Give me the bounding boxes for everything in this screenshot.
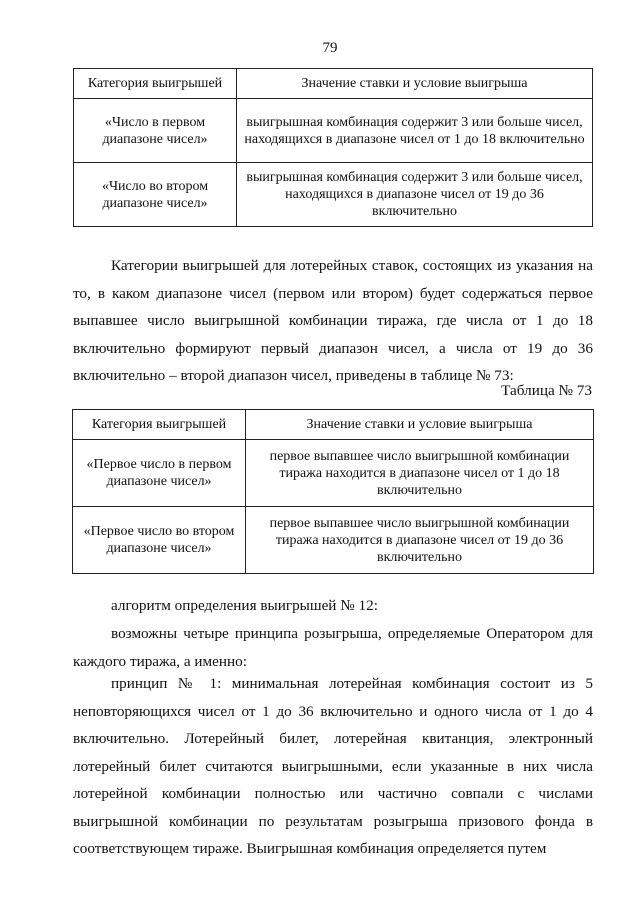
column-header-category: Категория выигрышей [73,410,246,440]
table-cell-condition: первое выпавшее число выигрышной комбинации тиража находится в диапазоне чисел от 19 до 36 включительно [246,507,594,574]
table-cell-condition: первое выпавшее число выигрышной комбинации тиража находится в диапазоне чисел от 1 до 18 включительно [246,440,594,507]
table-row [74,99,593,163]
table-row [73,440,594,507]
column-header-condition: Значение ставки и условие выигрыша [246,410,594,440]
winning-categories-table-73 [72,409,594,574]
column-header-condition: Значение ставки и условие выигрыша [237,69,593,99]
paragraph-principle-1: принцип № 1: минимальная лотерейная комбинация состоит из 5 неповторяющихся чисел от 1 до 36 включительно и одного числа от 1 до 4 включительно. Лотерейный билет, лотерейная квитанция, электронный лотерейный билет считаются выигрышными, если указанные в них числа лотерейной комбинации полностью или частично совпали с числами выигрышной комбинации по результатам розыгрыша призового фонда в соответствующем тираже. Выигрышная комбинация определяется путем [73,675,593,857]
page-number: 79 [322,40,338,56]
table-row [73,507,594,574]
paragraph-categories-intro: Категории выигрышей для лотерейных ставок, состоящих из указания на то, в каком диапазоне чисел (первом или втором) будет содержаться первое выпавшее число выигрышной комбинации тиража, где числа от 1 до 18 включительно формируют первый диапазон чисел, а числа от 19 до 36 включительно – второй диапазон чисел, приведены в таблице № 73: [73,257,593,384]
paragraph-principles-intro: возможны четыре принципа розыгрыша, определяемые Оператором для каждого тиража, а именно: [73,625,593,670]
table-caption: Таблица № 73 [501,382,592,399]
table-header-row [73,410,594,440]
table-cell-category: «Первое число в первом диапазоне чисел» [73,440,246,507]
table-cell-category: «Первое число во втором диапазоне чисел» [73,507,246,574]
table-cell-condition: выигрышная комбинация содержит 3 или больше чисел, находящихся в диапазоне чисел от 1 до 18 включительно [237,99,593,163]
table-cell-condition: выигрышная комбинация содержит 3 или больше чисел, находящихся в диапазоне чисел от 19 до 36 включительно [237,163,593,227]
table-header-row [74,69,593,99]
column-header-category: Категория выигрышей [74,69,237,99]
winning-categories-table-range [73,68,593,227]
table-cell-category: «Число во втором диапазоне чисел» [74,163,237,227]
table-cell-category: «Число в первом диапазоне чисел» [74,99,237,163]
paragraph-algorithm-title: алгоритм определения выигрышей № 12: [111,597,378,614]
table-row [74,163,593,227]
